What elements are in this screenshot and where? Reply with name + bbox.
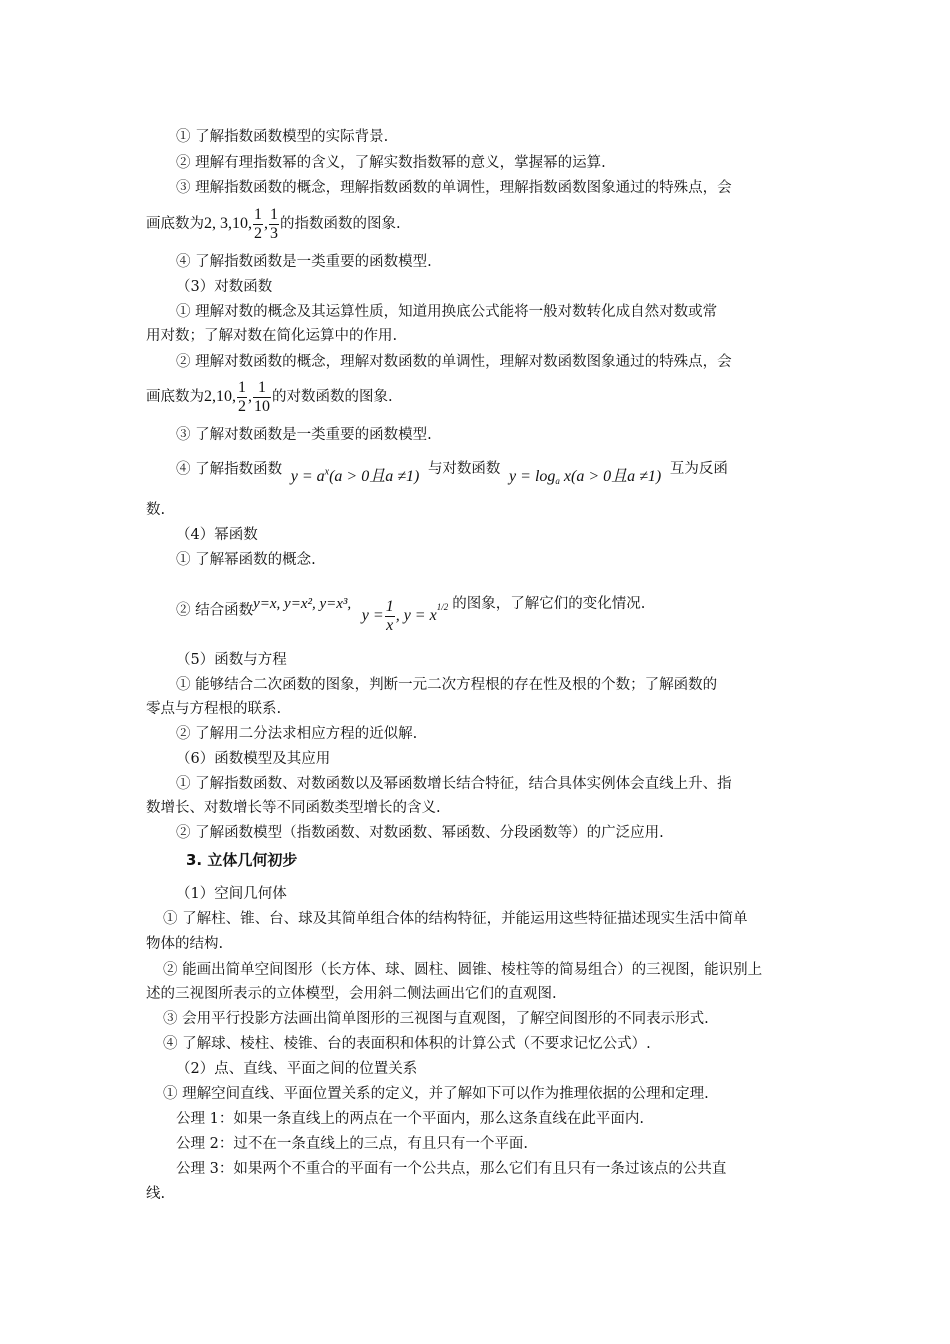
text-line: ① 了解柱、锥、台、球及其简单组合体的结构特征，并能运用这些特征描述现实生活中简单 xyxy=(163,911,748,927)
text-line: 公理 1：如果一条直线上的两点在一个平面内，那么这条直线在此平面内. xyxy=(176,1111,644,1127)
text-line-with-formulas xyxy=(176,452,728,486)
text-line: 数增长、对数增长等不同函数类型增长的含义. xyxy=(146,800,441,816)
math-numbers: 2,10, xyxy=(204,388,236,405)
text-line: ③ 理解指数函数的概念，理解指数函数的单调性，理解指数函数图象通过的特殊点，会 xyxy=(176,180,732,196)
section-heading: 3. 立体几何初步 xyxy=(186,851,298,869)
fraction-one-tenth: $\frac{1}{10}$ xyxy=(254,378,270,415)
text-line: ④ 了解球、棱柱、棱锥、台的表面积和体积的计算公式（不要求记忆公式）. xyxy=(163,1036,651,1052)
text-fragment: 互为反函 xyxy=(669,461,728,478)
logarithm-formula: $y = \log_a x(a > 0$且a ≠1) xyxy=(509,468,662,487)
fraction-one-half: $\frac{1}{2}$ xyxy=(254,205,262,242)
text-line: ② 了解用二分法求相应方程的近似解. xyxy=(176,726,418,742)
text-line: （1）空间几何体 xyxy=(176,886,287,902)
text-line: ③ 会用平行投影方法画出简单图形的三视图与直观图，了解空间图形的不同表示形式. xyxy=(163,1011,709,1027)
inverse-function-formula: y = xyxy=(361,607,384,625)
exponential-formula: $y = a^x(a > 0$且a ≠1) xyxy=(290,467,420,486)
text-line: 线. xyxy=(146,1186,166,1202)
text-fragment: 画底数为 xyxy=(146,216,204,232)
text-fragment: 的对数函数的图象. xyxy=(272,389,393,405)
text-line: （5）函数与方程 xyxy=(176,652,287,668)
text-line: ① 理解对数的概念及其运算性质，知道用换底公式能将一般对数转化成自然对数或常 xyxy=(176,304,718,320)
text-line: ② 理解对数函数的概念，理解对数函数的单调性，理解对数函数图象通过的特殊点，会 xyxy=(176,354,732,370)
text-line: 公理 3：如果两个不重合的平面有一个公共点，那么它们有且只有一条过该点的公共直 xyxy=(176,1161,727,1177)
text-fragment: 的图象，了解它们的变化情况. xyxy=(452,596,646,613)
text-line: ② 能画出简单空间图形（长方体、球、圆柱、圆锥、棱柱等的简易组合）的三视图，能识别上 xyxy=(163,962,763,978)
text-line: ③ 了解对数函数是一类重要的函数模型. xyxy=(176,427,432,443)
fraction-one-over-x: $\frac{1}{x}$ xyxy=(385,597,394,634)
text-line: ④ 了解指数函数是一类重要的函数模型. xyxy=(176,254,432,270)
math-numbers: 2, 3,10, xyxy=(204,215,252,232)
text-line-with-formulas: ② 结合函数y=x, y=x², y=x³, y = $\frac{1}{x}$ , $y = x^{1/2}$ 的图象，了解它们的变化情况. xyxy=(176,596,646,634)
fraction-one-half: $\frac{1}{2}$ xyxy=(238,378,246,415)
text-line: 用对数；了解对数在简化运算中的作用. xyxy=(146,328,398,344)
text-fragment: 的指数函数的图象. xyxy=(280,216,401,232)
text-line: （3）对数函数 xyxy=(176,279,273,295)
text-line: ① 了解指数函数、对数函数以及幂函数增长结合特征，结合具体实例体会直线上升、指 xyxy=(176,776,732,792)
text-line: （2）点、直线、平面之间的位置关系 xyxy=(176,1061,418,1077)
text-line: 数. xyxy=(146,502,166,518)
text-line: ① 理解空间直线、平面位置关系的定义，并了解如下可以作为推理依据的公理和定理. xyxy=(163,1086,709,1102)
text-fragment: 与对数函数 xyxy=(427,461,501,478)
text-line: 公理 2：过不在一条直线上的三点，有且只有一个平面. xyxy=(176,1136,528,1152)
text-fragment: ② 结合函数 xyxy=(176,602,254,619)
text-line-with-fractions: 画底数为2, 3,10, $\frac{1}{2}$ , $\frac{1}{3}$ 的指数函数的图象. xyxy=(146,205,401,242)
text-fragment: ④ 了解指数函数 xyxy=(176,461,283,478)
sqrt-function-formula: $y = x^{1/2}$ xyxy=(403,602,449,625)
text-line: （4）幂函数 xyxy=(176,527,258,543)
text-line: （6）函数模型及其应用 xyxy=(176,751,331,767)
text-line-with-fractions: 画底数为2,10, $\frac{1}{2}$ , $\frac{1}{10}$ 的对数函数的图象. xyxy=(146,378,393,415)
text-line: ① 了解幂函数的概念. xyxy=(176,552,316,568)
text-fragment: 画底数为 xyxy=(146,389,204,405)
text-line: 物体的结构. xyxy=(146,936,224,952)
power-functions: y=x, y=x², y=x³, xyxy=(253,596,352,613)
text-line: ② 理解有理指数幂的含义，了解实数指数幂的意义，掌握幂的运算. xyxy=(176,155,606,171)
text-line: ① 了解指数函数模型的实际背景. xyxy=(176,129,389,145)
text-line: 述的三视图所表示的立体模型，会用斜二侧法画出它们的直观图. xyxy=(146,986,557,1002)
text-line: ① 能够结合二次函数的图象，判断一元二次方程根的存在性及根的个数；了解函数的 xyxy=(176,677,718,693)
text-line: 零点与方程根的联系. xyxy=(146,701,282,717)
text-line: ② 了解函数模型（指数函数、对数函数、幂函数、分段函数等）的广泛应用. xyxy=(176,825,664,841)
fraction-one-third: $\frac{1}{3}$ xyxy=(270,205,278,242)
